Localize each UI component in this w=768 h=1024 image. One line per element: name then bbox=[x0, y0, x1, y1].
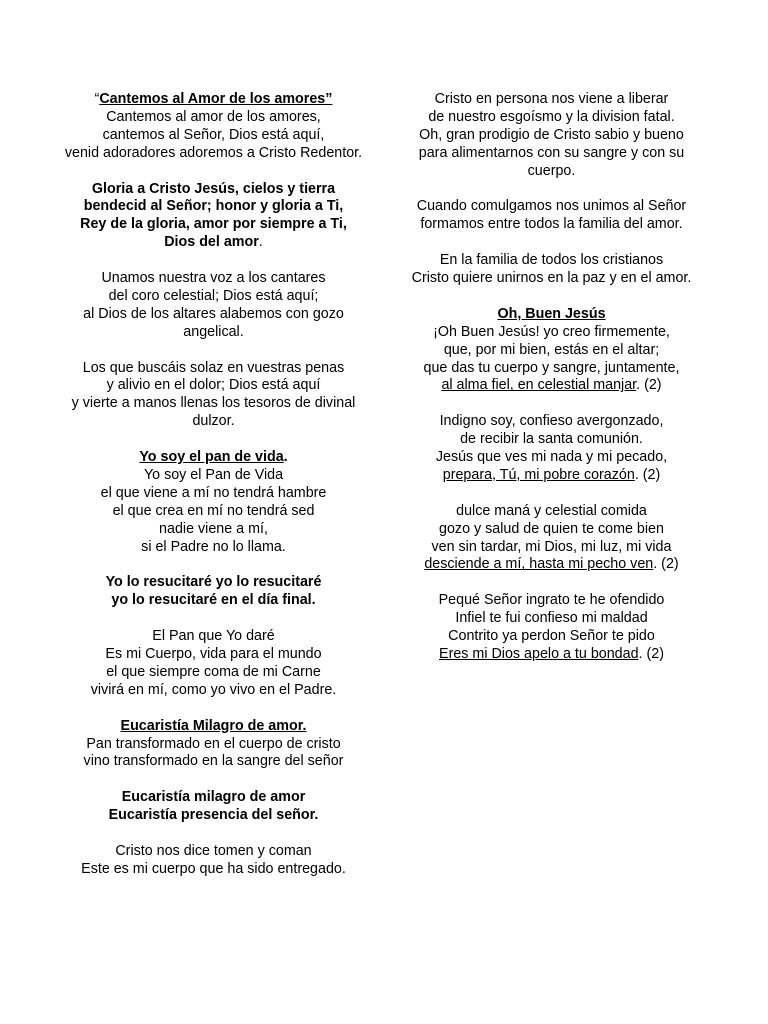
lyric-line: Jesús que ves mi nada y mi pecado, bbox=[435, 449, 668, 466]
lyric-line: Indigno soy, confieso avergonzado, bbox=[439, 413, 664, 430]
underlined-line: al alma fiel, en celestial manjar bbox=[441, 377, 637, 394]
underlined-line: Eres mi Dios apelo a tu bondad bbox=[439, 646, 639, 662]
lyric-line: Yo soy el Pan de Vida bbox=[143, 466, 284, 483]
lyric-line: y vierte a manos llenas los tesoros de divinal bbox=[71, 395, 356, 412]
lyric-line: de nuestro esgoísmo y la division fatal. bbox=[428, 108, 675, 125]
title-text: Cantemos al Amor de los amores” bbox=[99, 91, 333, 107]
chorus-line: Rey de la gloria, amor por siempre a Ti, bbox=[80, 216, 347, 233]
song-title-eucaristia: Eucaristía Milagro de amor. bbox=[120, 717, 307, 734]
lyric-line: Infiel te fui confieso mi maldad bbox=[455, 610, 648, 627]
lyric-line: gozo y salud de quien te come bien bbox=[439, 520, 664, 537]
lyric-line: al Dios de los altares alabemos con gozo bbox=[83, 305, 344, 322]
lyric-line: Contrito ya perdon Señor te pido bbox=[448, 628, 655, 645]
right-column bbox=[395, 91, 708, 664]
left-column bbox=[48, 91, 379, 879]
lyric-line: y alivio en el dolor; Dios está aquí bbox=[106, 377, 321, 394]
lyric-line-repeat bbox=[395, 646, 708, 664]
repeat-mark: . (2) bbox=[634, 466, 661, 483]
lyric-line: nadie viene a mí, bbox=[159, 520, 268, 537]
repeat-mark: . (2) bbox=[653, 556, 679, 573]
lyric-line: de recibir la santa comunión. bbox=[460, 431, 643, 448]
chorus-line: Eucaristía milagro de amor bbox=[121, 789, 306, 806]
lyric-line-repeat bbox=[395, 377, 708, 395]
lyric-line: cuerpo. bbox=[527, 162, 576, 179]
chorus-line: Eucaristía presencia del señor. bbox=[108, 807, 319, 824]
chorus-text: Dios del amor bbox=[164, 234, 259, 251]
lyric-line: Cristo quiere unirnos en la paz y en el amor. bbox=[411, 270, 692, 287]
underlined-line: desciende a mí, hasta mi pecho ven bbox=[424, 556, 654, 573]
chorus-line: bendecid al Señor; honor y gloria a Ti, bbox=[83, 198, 344, 215]
chorus-punct: . bbox=[258, 234, 263, 251]
lyric-line: que das tu cuerpo y sangre, juntamente, bbox=[423, 359, 680, 376]
lyric-line: Este es mi cuerpo que ha sido entregado. bbox=[81, 860, 346, 877]
lyric-line: formamos entre todos la familia del amor. bbox=[420, 216, 683, 233]
lyric-line: dulzor. bbox=[192, 413, 235, 430]
lyric-line: Unamos nuestra voz a los cantares bbox=[101, 270, 326, 287]
lyric-line: Cristo en persona nos viene a liberar bbox=[434, 91, 669, 107]
lyric-line: Oh, gran prodigio de Cristo sabio y bueno bbox=[419, 126, 684, 143]
lyric-line: Cuando comulgamos nos unimos al Señor bbox=[416, 198, 687, 215]
lyric-line: El Pan que Yo daré bbox=[152, 628, 275, 645]
lyric-line: Cantemos al amor de los amores, bbox=[106, 108, 321, 125]
lyric-line: cantemos al Señor, Dios está aquí, bbox=[102, 126, 325, 143]
lyric-line: venid adoradores adoremos a Cristo Redentor. bbox=[64, 144, 363, 161]
repeat-mark: . (2) bbox=[638, 646, 664, 662]
lyric-line: el que siempre coma de mi Carne bbox=[106, 663, 321, 680]
chorus-line: Gloria a Cristo Jesús, cielos y tierra bbox=[91, 180, 336, 197]
lyric-line: ven sin tardar, mi Dios, mi luz, mi vida bbox=[431, 538, 672, 555]
lyric-line: el que viene a mí no tendrá hambre bbox=[100, 484, 327, 501]
lyric-line: Pan transformado en el cuerpo de cristo bbox=[86, 735, 341, 752]
lyric-line: ¡Oh Buen Jesús! yo creo firmemente, bbox=[433, 323, 670, 340]
lyric-line: vivirá en mí, como yo vivo en el Padre. bbox=[90, 681, 337, 698]
lyric-line: el que crea en mí no tendrá sed bbox=[112, 502, 315, 519]
lyric-line: Los que buscáis solaz en vuestras penas bbox=[82, 359, 345, 376]
song-title-buen-jesus: Oh, Buen Jesús bbox=[497, 305, 606, 322]
lyric-line: dulce maná y celestial comida bbox=[456, 502, 647, 519]
lyric-line: del coro celestial; Dios está aquí; bbox=[108, 287, 319, 304]
chorus-line: yo lo resucitaré en el día final. bbox=[111, 592, 316, 609]
lyric-line: para alimentarnos con su sangre y con su bbox=[418, 144, 685, 161]
lyric-line: Pequé Señor ingrato te he ofendido bbox=[438, 592, 665, 609]
lyric-line-repeat bbox=[395, 467, 708, 485]
lyric-line: Es mi Cuerpo, vida para el mundo bbox=[105, 646, 322, 662]
lyric-line: si el Padre no lo llama. bbox=[141, 538, 286, 555]
lyric-line: que, por mi bien, estás en el altar; bbox=[443, 341, 660, 358]
lyric-line: En la familia de todos los cristianos bbox=[439, 252, 664, 269]
title-quote: “ bbox=[94, 91, 100, 107]
chorus-line: Yo lo resucitaré yo lo resucitaré bbox=[105, 574, 322, 591]
underlined-line: prepara, Tú, mi pobre corazón bbox=[442, 466, 635, 483]
lyric-line: Cristo nos dice tomen y coman bbox=[115, 842, 312, 859]
song-title-pan-de-vida bbox=[48, 449, 379, 467]
lyric-line-repeat bbox=[395, 556, 708, 574]
title-text: Yo soy el pan de vida bbox=[139, 449, 284, 466]
lyric-line: angelical. bbox=[183, 323, 244, 340]
repeat-mark: . (2) bbox=[636, 377, 662, 394]
song-title-cantemos bbox=[48, 91, 379, 109]
lyric-line: vino transformado en la sangre del señor bbox=[83, 753, 344, 770]
title-punct: . bbox=[283, 449, 288, 466]
chorus-line bbox=[48, 234, 379, 252]
